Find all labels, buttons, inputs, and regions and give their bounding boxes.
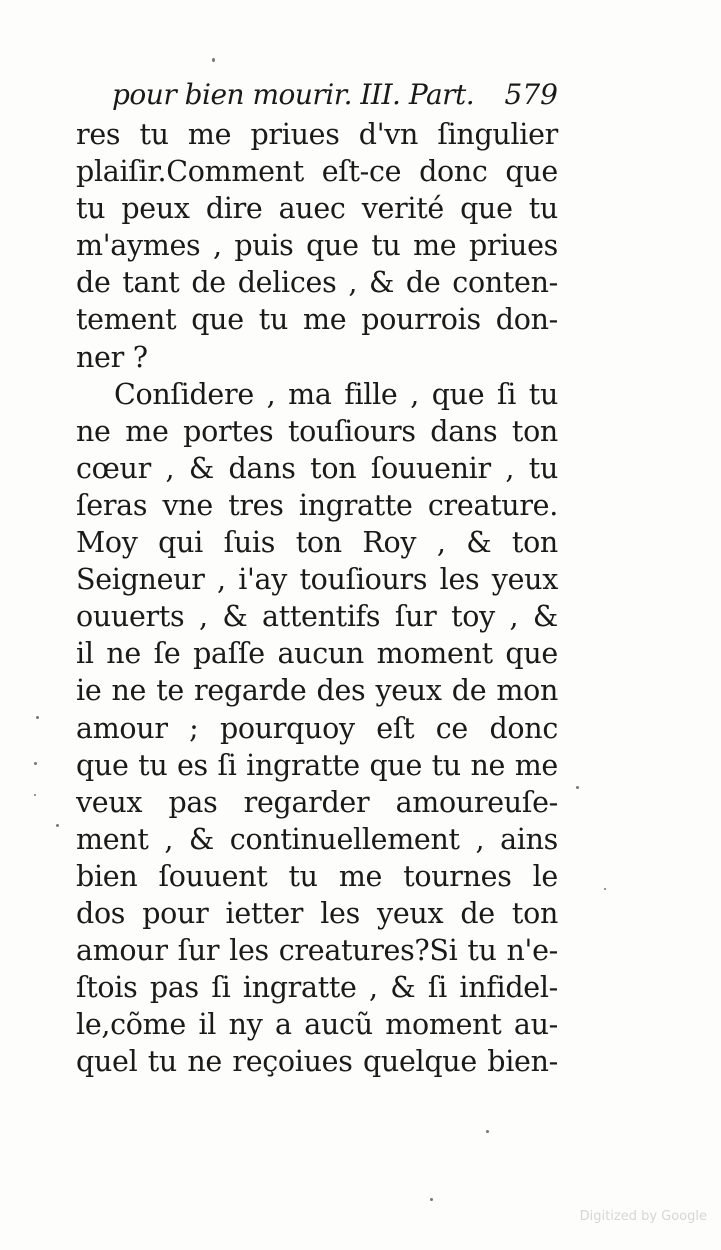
text-line: amour ; pourquoy eſt ce donc [76,711,558,745]
scan-speck [212,58,215,62]
text-line: ſeras vne tres ingratte creature. [76,488,558,522]
text-line: veux pas regarder amoureuſe- [76,785,558,819]
text-line: ouuerts , & attentifs ſur toy , & [76,600,558,634]
text-line: Seigneur , i'ay touſiours les yeux [76,563,558,597]
text-line: tu peux dire auec verité que tu [76,192,558,226]
text-line: bien ſouuent tu me tournes le [76,859,558,893]
text-line: le,cõme il ny a aucũ moment au- [76,1008,558,1042]
text-line: quel tu ne reçoiues quelque bien- [76,1045,558,1079]
text-line: Moy qui ſuis ton Roy , & ton [76,526,558,560]
page-number: 579 [504,78,558,111]
scan-speck [486,1130,489,1133]
text-line: amour ſur les creatures?Si tu n'e- [76,934,558,968]
text-line: ner ? [76,340,148,374]
scan-speck [430,1198,433,1201]
text-line: plaiſir.Comment eſt-ce donc que [76,155,558,189]
running-head: pour bien mourir. III. Part. [112,78,475,111]
text-line: m'aymes , puis que tu me priues [76,229,558,263]
body-text [76,116,558,1080]
scan-speck [604,888,606,890]
text-line: dos pour ietter les yeux de ton [76,896,558,930]
scan-speck [34,762,37,765]
scan-speck [36,716,39,719]
text-line: ie ne te regarde des yeux de mon [76,674,558,708]
scan-speck [34,794,36,796]
text-line: de tant de delices , & de conten- [76,266,558,300]
page-header [112,78,558,118]
text-line: cœur , & dans ton ſouuenir , tu [76,451,558,485]
text-line: il ne ſe paſſe aucun moment que [76,637,558,671]
text-line: ne me portes touſiours dans ton [76,414,558,448]
text-line: que tu es ſi ingratte que tu ne me [76,748,558,782]
scan-speck [576,786,579,789]
text-line: ment , & continuellement , ains [76,822,558,856]
text-line: res tu me priues d'vn ſingulier [76,118,558,151]
text-line: ſtois pas ſi ingratte , & ſi infidel- [76,971,558,1005]
scan-speck [56,824,59,827]
digitized-watermark: Digitized by Google [579,1209,707,1224]
text-line: tement que tu me pourrois don- [76,303,558,337]
text-line: Conſidere , ma fille , que ſi tu [114,377,558,411]
